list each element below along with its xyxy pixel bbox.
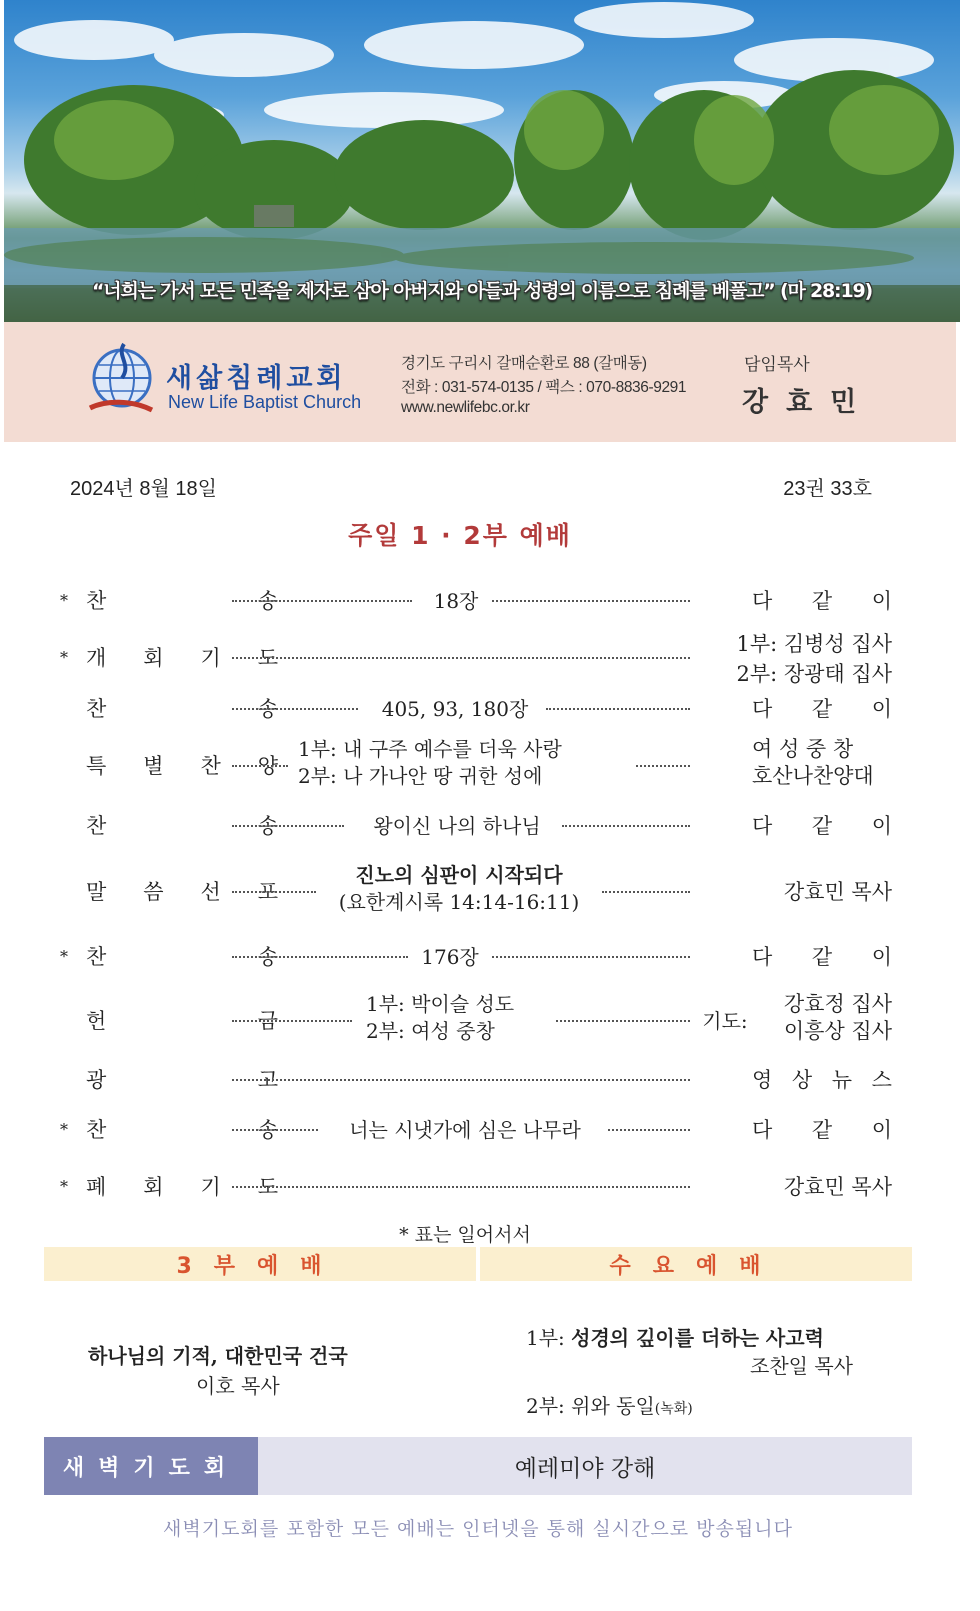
wednesday-part1-prefix: 1부: (526, 1326, 565, 1350)
row-content: 왕이신 나의 하나님 (373, 814, 541, 838)
worship-row-special-music (60, 736, 892, 792)
third-service-sermon: 하나님의 기적, 대한민국 건국 (88, 1344, 348, 1368)
row-label: 헌 금 (86, 1009, 278, 1033)
worship-row-offering (60, 991, 892, 1047)
recorded-note: (녹화) (654, 1401, 693, 1417)
bible-verse: “너희는 가서 모든 민족을 제자로 삼아 아버지와 아들과 성령의 이름으로 침례를 베풀고” (마 28:19) (92, 280, 872, 302)
worship-row-hymn-3 (60, 810, 892, 840)
wednesday-part1-sermon: 성경의 깊이를 더하는 사고력 (571, 1326, 824, 1350)
church-website[interactable]: www.newlifebc.or.kr (401, 399, 530, 416)
row-performer: 강효민 목사 (783, 1175, 892, 1199)
third-service-header: 3부예배 (44, 1247, 476, 1281)
leader-dots (546, 708, 690, 710)
sermon-scripture: (요한계시록 14:14-16:11) (338, 890, 580, 914)
worship-row-hymn-1 (60, 585, 892, 615)
standing-note: * 표는 일어서서 (399, 1224, 531, 1246)
church-phone-fax: 전화 : 031-574-0135 / 팩스 : 070-8836-9291 (401, 379, 687, 396)
worship-row-hymn-5 (60, 1114, 892, 1144)
leader-dots (232, 956, 408, 958)
row-label: 찬 송 (86, 814, 278, 838)
row-performer: 다 같 이 (752, 814, 892, 838)
bulletin-date: 2024년 8월 18일 (70, 478, 217, 500)
row-performer: 강효민 목사 (783, 880, 892, 904)
standing-mark: * (60, 1177, 68, 1196)
leader-dots (492, 600, 690, 602)
leader-dots (232, 1186, 690, 1188)
pastor-name: 강효민 (742, 387, 875, 418)
leader-dots (562, 825, 690, 827)
row-content: 1부: 박이슬 성도 2부: 여성 중창 (366, 992, 515, 1043)
row-label: 개 회 기 도 (86, 646, 278, 670)
row-content: 18장 (433, 589, 479, 613)
row-label: 폐 회 기 도 (86, 1175, 278, 1199)
worship-row-announcements (60, 1064, 892, 1094)
leader-dots (232, 1020, 352, 1022)
row-label: 찬 송 (86, 589, 278, 613)
row-content: 405, 93, 180장 (381, 697, 529, 721)
leader-dots (232, 765, 288, 767)
worship-row-hymn-2 (60, 693, 892, 723)
leader-dots (232, 825, 344, 827)
standing-mark: * (60, 648, 68, 667)
worship-row-benediction (60, 1171, 892, 1201)
leader-dots (232, 657, 690, 659)
leader-dots (492, 956, 690, 958)
dawn-prayer-label: 새벽기도회 (44, 1437, 258, 1495)
wednesday-part1-preacher: 조찬일 목사 (750, 1354, 853, 1378)
landscape-illustration (4, 0, 960, 322)
row-performer: 영 상 뉴 스 (752, 1068, 892, 1092)
wednesday-part2: 2부: 위와 동일(녹화) (526, 1394, 693, 1418)
leader-dots (232, 1079, 690, 1081)
row-label: 광 고 (86, 1068, 278, 1092)
sermon-title: 진노의 심판이 시작되다 (355, 863, 563, 887)
row-label: 찬 송 (86, 1118, 278, 1142)
standing-mark: * (60, 947, 68, 966)
wednesday-service-header: 수요예배 (480, 1247, 912, 1281)
leader-dots (232, 600, 412, 602)
row-performer: 강효정 집사 이흥상 집사 (783, 992, 892, 1043)
leader-dots (232, 1129, 318, 1131)
row-performer: 다 같 이 (752, 945, 892, 969)
church-name-english: New Life Baptist Church (168, 392, 362, 412)
leader-dots (636, 765, 690, 767)
church-address: 경기도 구리시 갈매순환로 88 (갈매동) (401, 355, 647, 372)
worship-row-opening-prayer (60, 628, 892, 684)
offering-prayer-label: 기도: (702, 1009, 748, 1033)
leader-dots (232, 708, 358, 710)
globe-logo-icon (86, 338, 156, 416)
row-content (324, 862, 594, 916)
third-service-preacher: 이호 목사 (196, 1374, 280, 1398)
dawn-prayer-content: 예레미야 강해 (258, 1437, 912, 1495)
leader-dots (232, 891, 316, 893)
row-performer: 다 같 이 (752, 589, 892, 613)
service-title: 주일 1 · 2부 예배 (348, 521, 572, 550)
row-content: 176장 (421, 945, 479, 969)
row-label: 말 씀 선 포 (86, 880, 278, 904)
worship-row-sermon (60, 862, 892, 920)
church-name-korean: 새삶침례교회 (166, 363, 347, 394)
pastor-title: 담임목사 (744, 355, 810, 375)
bulletin-issue-number: 23권 33호 (783, 478, 872, 500)
row-label: 찬 송 (86, 697, 278, 721)
row-label: 특 별 찬 양 (86, 754, 278, 778)
row-content: 너는 시냇가에 심은 나무라 (349, 1118, 581, 1142)
hero-landscape-photo (4, 0, 960, 322)
leader-dots (608, 1129, 690, 1131)
row-performer: 여 성 중 창 호산나찬양대 (752, 737, 874, 788)
row-label: 찬 송 (86, 945, 278, 969)
broadcast-notice: 새벽기도회를 포함한 모든 예배는 인터넷을 통해 실시간으로 방송됩니다 (163, 1518, 793, 1540)
row-content: 1부: 내 구주 예수를 더욱 사랑 2부: 나 가나안 땅 귀한 성에 (298, 737, 562, 788)
leader-dots (602, 891, 690, 893)
row-performer: 1부: 김병성 집사 2부: 장광태 집사 (736, 632, 892, 686)
standing-mark: * (60, 591, 68, 610)
worship-row-hymn-4 (60, 941, 892, 971)
row-performer: 다 같 이 (752, 697, 892, 721)
leader-dots (556, 1020, 690, 1022)
standing-mark: * (60, 1120, 68, 1139)
wednesday-part1 (526, 1322, 824, 1351)
row-performer: 다 같 이 (752, 1118, 892, 1142)
